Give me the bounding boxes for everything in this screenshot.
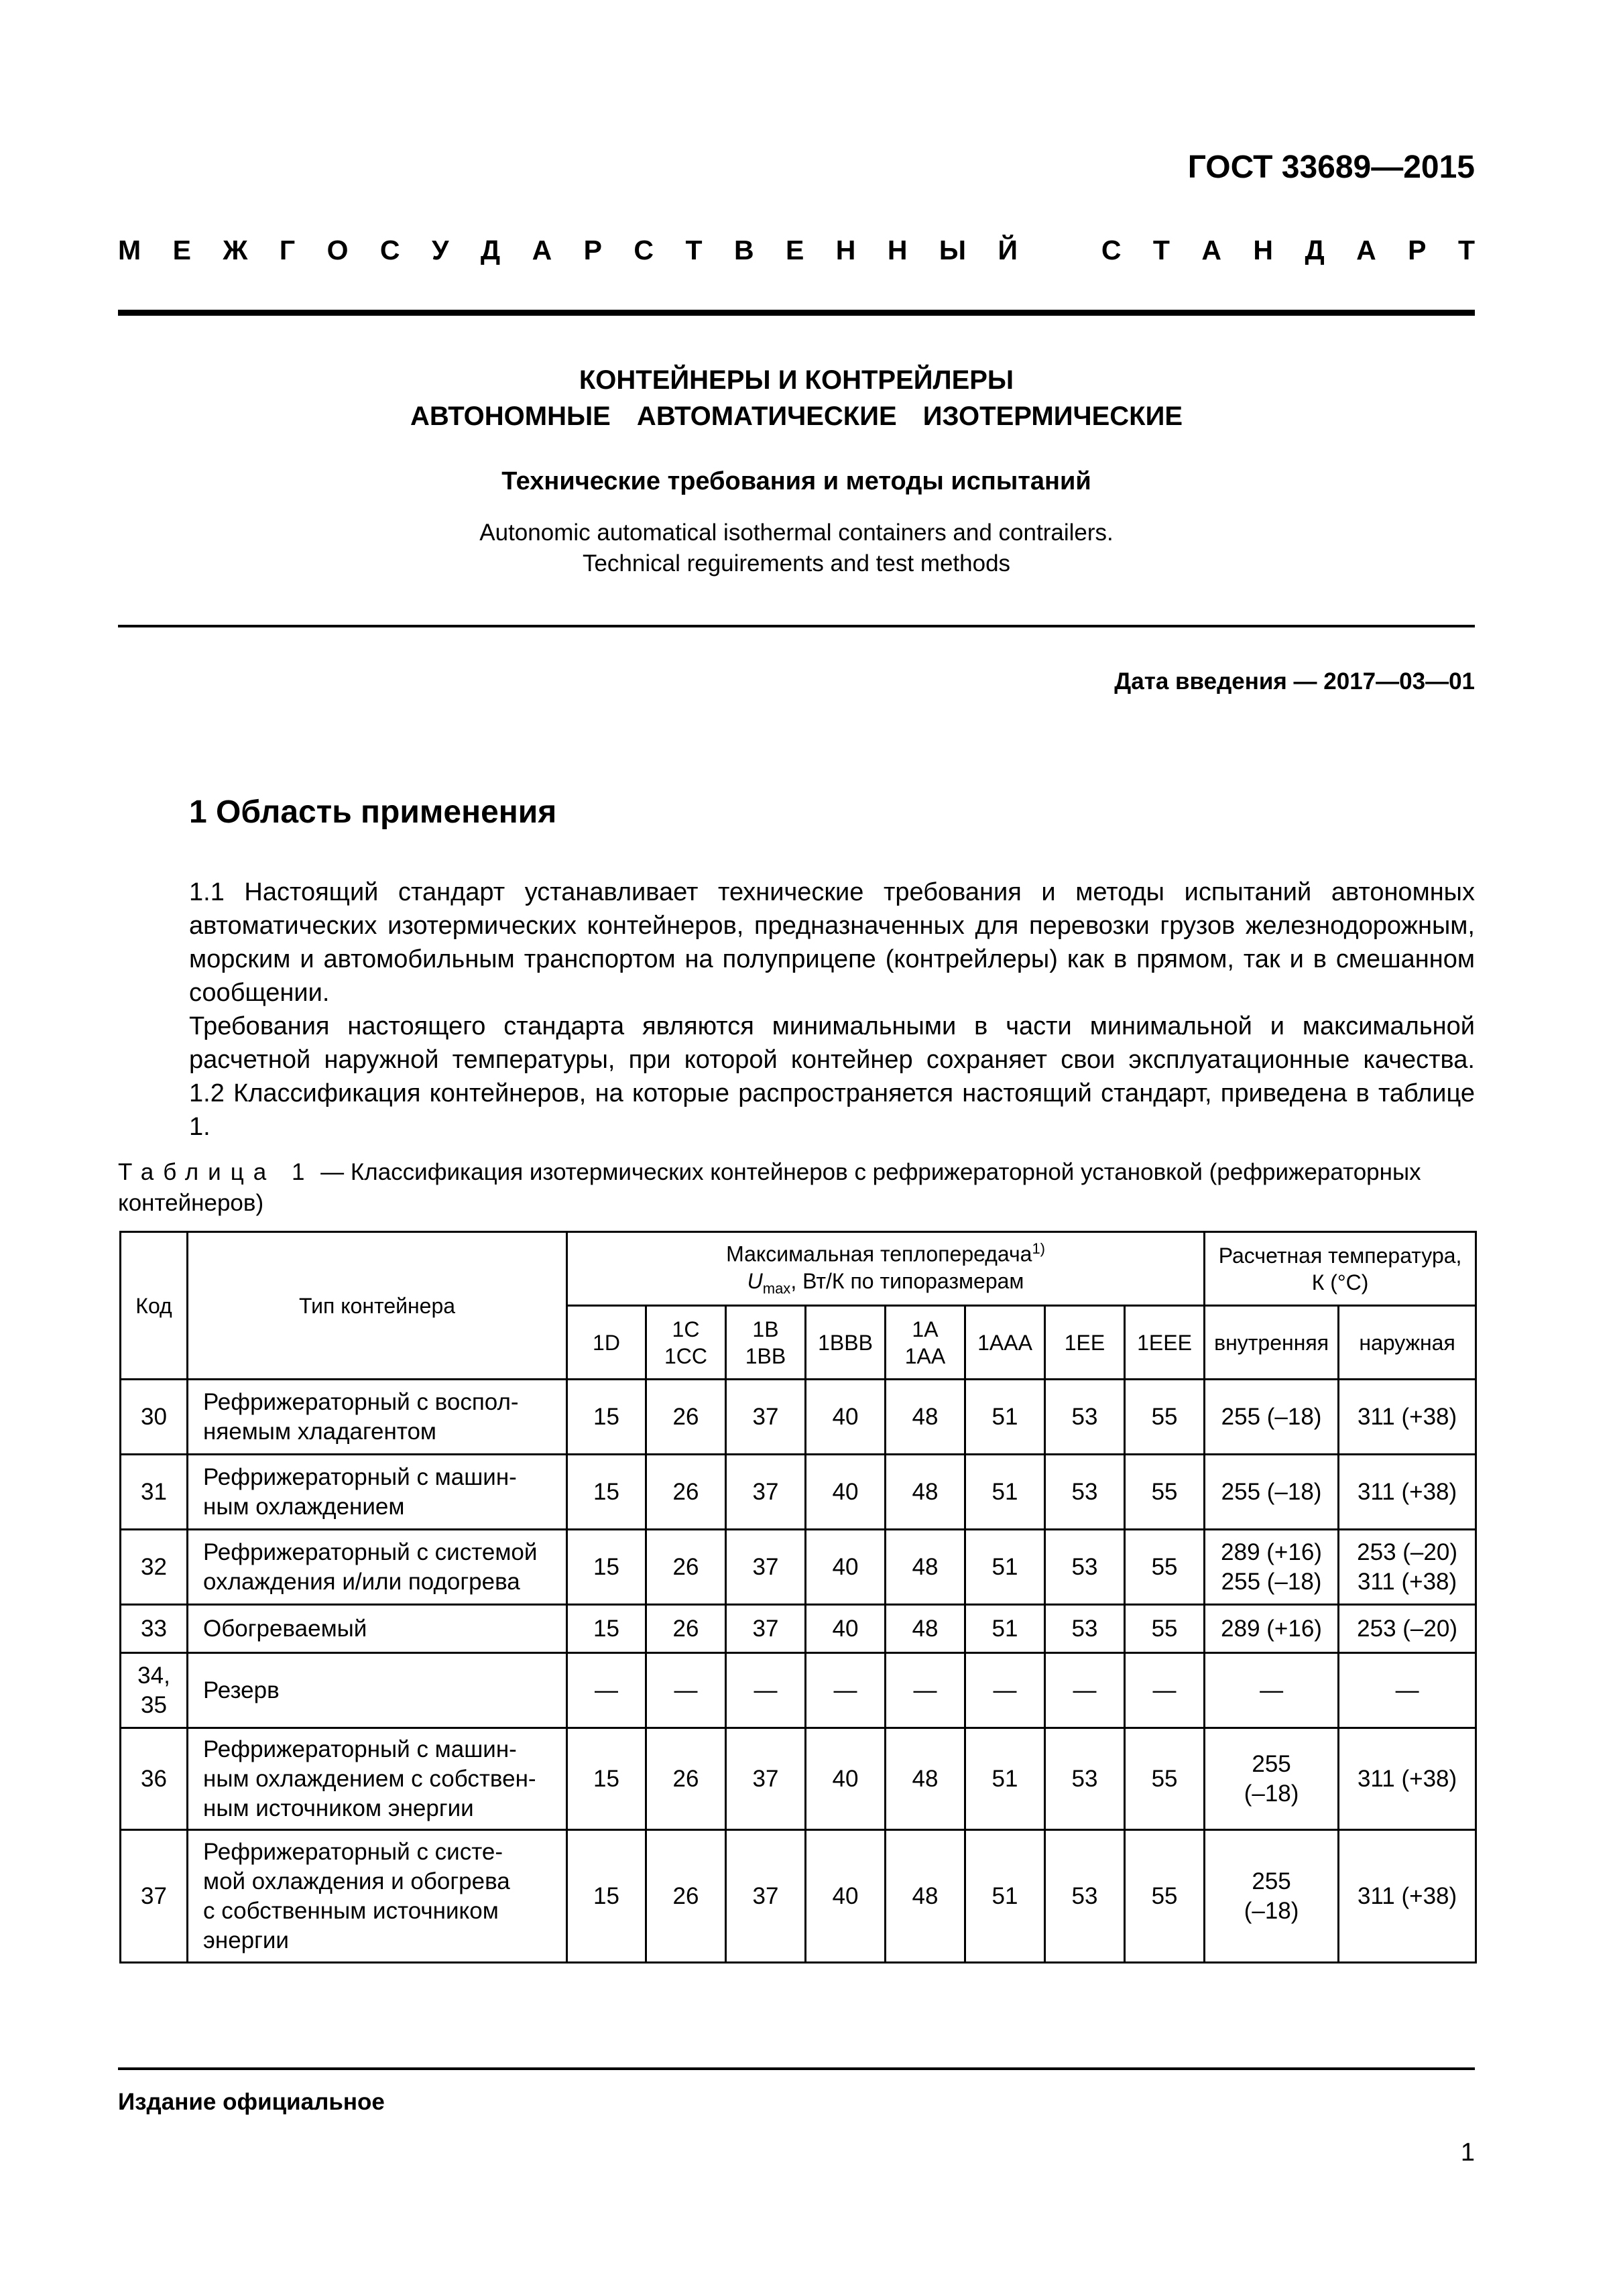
heading-letter: С xyxy=(1101,234,1122,265)
cell-heat-transfer: 40 xyxy=(806,1530,886,1605)
umax-symbol: U xyxy=(747,1268,763,1293)
official-edition-label: Издание официальное xyxy=(118,2089,385,2115)
header-rule xyxy=(118,310,1475,316)
table-caption xyxy=(118,1157,1475,1219)
cell-type: Обогреваемый xyxy=(188,1605,567,1653)
cell-temp-outer: 311 (+38) xyxy=(1339,1455,1476,1530)
header-size: 1BBB xyxy=(806,1306,886,1380)
heading-letter: М xyxy=(118,234,141,265)
cell-temp-inner: 255 (–18) xyxy=(1205,1380,1339,1455)
title-line-2: АВТОНОМНЫЕ АВТОМАТИЧЕСКИЕ ИЗОТЕРМИЧЕСКИЕ xyxy=(410,402,1183,431)
table-row xyxy=(121,1830,1476,1963)
cell-heat-transfer: 48 xyxy=(886,1380,965,1455)
cell-heat-transfer: 51 xyxy=(965,1380,1045,1455)
cell-heat-transfer: 40 xyxy=(806,1380,886,1455)
cell-heat-transfer: 37 xyxy=(726,1728,806,1830)
cell-heat-transfer: 48 xyxy=(886,1530,965,1605)
cell-heat-transfer: — xyxy=(1125,1653,1205,1728)
heading-letter: С xyxy=(634,234,654,265)
heading-letter: Н xyxy=(1253,234,1273,265)
cell-heat-transfer: — xyxy=(965,1653,1045,1728)
cell-heat-transfer: 15 xyxy=(567,1455,646,1530)
cell-heat-transfer: 15 xyxy=(567,1605,646,1653)
header-temp-inner: внутренняя xyxy=(1205,1306,1339,1380)
cell-heat-transfer: 15 xyxy=(567,1530,646,1605)
heading-letter: Ж xyxy=(223,234,248,265)
cell-heat-transfer: 53 xyxy=(1045,1728,1125,1830)
cell-temp-inner: 289 (+16) 255 (–18) xyxy=(1205,1530,1339,1605)
header-temp-outer: наружная xyxy=(1339,1306,1476,1380)
heading-letter: Е xyxy=(172,234,191,265)
cell-heat-transfer: 53 xyxy=(1045,1380,1125,1455)
page-number: 1 xyxy=(1460,2138,1475,2167)
english-title-line-1: Autonomic automatical isothermal containers and contrailers. xyxy=(479,520,1114,546)
effective-date: Дата введения — 2017—03—01 xyxy=(1114,668,1475,694)
heading-letter: Г xyxy=(279,234,296,265)
cell-code: 31 xyxy=(121,1455,188,1530)
cell-code: 34, 35 xyxy=(121,1653,188,1728)
cell-heat-transfer: 26 xyxy=(646,1380,726,1455)
heading-letter: В xyxy=(733,234,754,265)
cell-heat-transfer: 40 xyxy=(806,1455,886,1530)
cell-heat-transfer: 15 xyxy=(567,1830,646,1963)
cell-type: Рефрижераторный с системой охлаждения и/или подогрева xyxy=(188,1530,567,1605)
table-row xyxy=(121,1455,1476,1530)
table-row xyxy=(121,1380,1476,1455)
table-row xyxy=(121,1530,1476,1605)
cell-heat-transfer: — xyxy=(567,1653,646,1728)
cell-code: 32 xyxy=(121,1530,188,1605)
cell-heat-transfer: 51 xyxy=(965,1728,1045,1830)
paragraph-1-2: 1.2 Классификация контейнеров, на которые распространяется настоящий стандарт, приведена в таблице 1. xyxy=(189,1079,1475,1141)
cell-heat-transfer: 26 xyxy=(646,1830,726,1963)
cell-heat-transfer: — xyxy=(726,1653,806,1728)
cell-type: Рефрижераторный с систе- мой охлаждения и обогрева с собственным источником энергии xyxy=(188,1830,567,1963)
heading-letter: Д xyxy=(480,234,501,265)
cell-heat-transfer: 55 xyxy=(1125,1455,1205,1530)
heading-letter: Д xyxy=(1305,234,1325,265)
heading-letter: А xyxy=(1356,234,1376,265)
interstate-standard-heading xyxy=(118,231,1475,269)
cell-temp-outer: 253 (–20) xyxy=(1339,1605,1476,1653)
heading-letter: Р xyxy=(1408,234,1427,265)
cell-heat-transfer: 51 xyxy=(965,1830,1045,1963)
cell-heat-transfer: 37 xyxy=(726,1605,806,1653)
cell-heat-transfer: 51 xyxy=(965,1605,1045,1653)
cell-code: 33 xyxy=(121,1605,188,1653)
cell-temp-inner: 255 (–18) xyxy=(1205,1455,1339,1530)
paragraph-1-1: 1.1 Настоящий стандарт устанавливает технические требования и методы испытаний автономных автоматических изотермических контейнеров, предназначенных для перевозки грузов железнодорожным, морским и автомобильным транспортом на полуприцепе (контрейлеры) как в прямом, так и в смешанном сообщении. xyxy=(189,878,1475,1007)
cell-temp-inner: — xyxy=(1205,1653,1339,1728)
table-row xyxy=(121,1728,1476,1830)
cell-heat-transfer: 37 xyxy=(726,1380,806,1455)
cell-heat-transfer: 55 xyxy=(1125,1830,1205,1963)
cell-temp-outer: 311 (+38) xyxy=(1339,1380,1476,1455)
header-size: 1C 1CC xyxy=(646,1306,726,1380)
cell-code: 37 xyxy=(121,1830,188,1963)
cell-heat-transfer: 37 xyxy=(726,1830,806,1963)
heading-letter: А xyxy=(1201,234,1221,265)
cell-temp-inner: 255 (–18) xyxy=(1205,1830,1339,1963)
heading-letter: Т xyxy=(1457,234,1475,265)
cell-heat-transfer: 51 xyxy=(965,1530,1045,1605)
table-caption-text: — Классификация изотермических контейнеров с рефрижераторной установкой (рефрижераторных контейнеров) xyxy=(118,1159,1421,1216)
cell-heat-transfer: 37 xyxy=(726,1530,806,1605)
header-size: 1A 1AA xyxy=(886,1306,965,1380)
cell-heat-transfer: 26 xyxy=(646,1605,726,1653)
footer-rule xyxy=(118,2067,1475,2070)
cell-temp-outer: 253 (–20) 311 (+38) xyxy=(1339,1530,1476,1605)
umax-unit-label: , Вт/К по типоразмерам xyxy=(790,1268,1024,1293)
heading-letter: Ы xyxy=(939,234,967,265)
heading-letter: С xyxy=(379,234,400,265)
paragraph-requirements: Требования настоящего стандарта являются минимальными в части минимальной и максимальной расчетной наружной температуры, при которой контейнер сохраняет свои эксплуатационные качества. xyxy=(189,1012,1475,1074)
cell-temp-outer: — xyxy=(1339,1653,1476,1728)
cell-heat-transfer: — xyxy=(806,1653,886,1728)
header-design-temperature: Расчетная температура, К (°С) xyxy=(1205,1232,1476,1306)
umax-subscript: max xyxy=(762,1280,791,1297)
cell-heat-transfer: 48 xyxy=(886,1455,965,1530)
section-title: 1 Область применения xyxy=(189,794,557,830)
header-size: 1EE xyxy=(1045,1306,1125,1380)
cell-temp-outer: 311 (+38) xyxy=(1339,1728,1476,1830)
cell-type: Рефрижераторный с воспол- няемым хладагентом xyxy=(188,1380,567,1455)
header-size: 1AAA xyxy=(965,1306,1045,1380)
cell-heat-transfer: 26 xyxy=(646,1728,726,1830)
footnote-mark: 1) xyxy=(1032,1240,1045,1257)
header-size: 1EEE xyxy=(1125,1306,1205,1380)
heading-letter: У xyxy=(431,234,449,265)
cell-heat-transfer: — xyxy=(1045,1653,1125,1728)
table-row xyxy=(121,1653,1476,1728)
cell-heat-transfer: 55 xyxy=(1125,1380,1205,1455)
heading-letter: Т xyxy=(1152,234,1170,265)
cell-heat-transfer: 26 xyxy=(646,1530,726,1605)
cell-heat-transfer: 15 xyxy=(567,1380,646,1455)
heading-letter: Т xyxy=(685,234,703,265)
cell-heat-transfer: 37 xyxy=(726,1455,806,1530)
cell-temp-outer: 311 (+38) xyxy=(1339,1830,1476,1963)
cell-code: 30 xyxy=(121,1380,188,1455)
cell-type: Рефрижераторный с машин- ным охлаждением с собствен- ным источником энергии xyxy=(188,1728,567,1830)
cell-heat-transfer: 53 xyxy=(1045,1830,1125,1963)
cell-heat-transfer: 55 xyxy=(1125,1728,1205,1830)
cell-heat-transfer: 48 xyxy=(886,1830,965,1963)
heading-letter: Р xyxy=(583,234,602,265)
header-max-heat-label: Максимальная теплопередача xyxy=(726,1242,1032,1266)
cell-code: 36 xyxy=(121,1728,188,1830)
cell-heat-transfer: 53 xyxy=(1045,1605,1125,1653)
title-rule xyxy=(118,625,1475,627)
cell-heat-transfer: 53 xyxy=(1045,1530,1125,1605)
heading-letter: Н xyxy=(887,234,908,265)
document-subtitle: Технические требования и методы испытаний xyxy=(501,467,1091,495)
cell-heat-transfer: 55 xyxy=(1125,1530,1205,1605)
document-number: ГОСТ 33689—2015 xyxy=(1187,149,1475,185)
heading-letter: А xyxy=(532,234,552,265)
title-line-1: КОНТЕЙНЕРЫ И КОНТРЕЙЛЕРЫ xyxy=(579,365,1014,395)
cell-heat-transfer: 40 xyxy=(806,1728,886,1830)
header-size: 1B 1BB xyxy=(726,1306,806,1380)
cell-heat-transfer: — xyxy=(646,1653,726,1728)
heading-letter: О xyxy=(326,234,349,265)
classification-table xyxy=(119,1231,1477,1963)
table-row xyxy=(121,1605,1476,1653)
english-title-line-2: Technical reguirements and test methods xyxy=(582,550,1011,577)
cell-heat-transfer: — xyxy=(886,1653,965,1728)
table-caption-label: Таблица 1 xyxy=(118,1159,314,1185)
header-code: Код xyxy=(121,1232,188,1380)
cell-type: Рефрижераторный с машин- ным охлаждением xyxy=(188,1455,567,1530)
heading-letter: Е xyxy=(786,234,804,265)
heading-letter: Н xyxy=(835,234,856,265)
cell-heat-transfer: 40 xyxy=(806,1605,886,1653)
header-size: 1D xyxy=(567,1306,646,1380)
cell-heat-transfer: 51 xyxy=(965,1455,1045,1530)
cell-heat-transfer: 48 xyxy=(886,1728,965,1830)
cell-heat-transfer: 48 xyxy=(886,1605,965,1653)
header-type: Тип контейнера xyxy=(188,1232,567,1380)
header-max-heat-transfer xyxy=(567,1232,1205,1306)
cell-heat-transfer: 26 xyxy=(646,1455,726,1530)
cell-type: Резерв xyxy=(188,1653,567,1728)
cell-heat-transfer: 53 xyxy=(1045,1455,1125,1530)
heading-letter: Й xyxy=(998,234,1018,265)
cell-heat-transfer: 55 xyxy=(1125,1605,1205,1653)
cell-heat-transfer: 15 xyxy=(567,1728,646,1830)
cell-heat-transfer: 40 xyxy=(806,1830,886,1963)
cell-temp-inner: 255 (–18) xyxy=(1205,1728,1339,1830)
cell-temp-inner: 289 (+16) xyxy=(1205,1605,1339,1653)
